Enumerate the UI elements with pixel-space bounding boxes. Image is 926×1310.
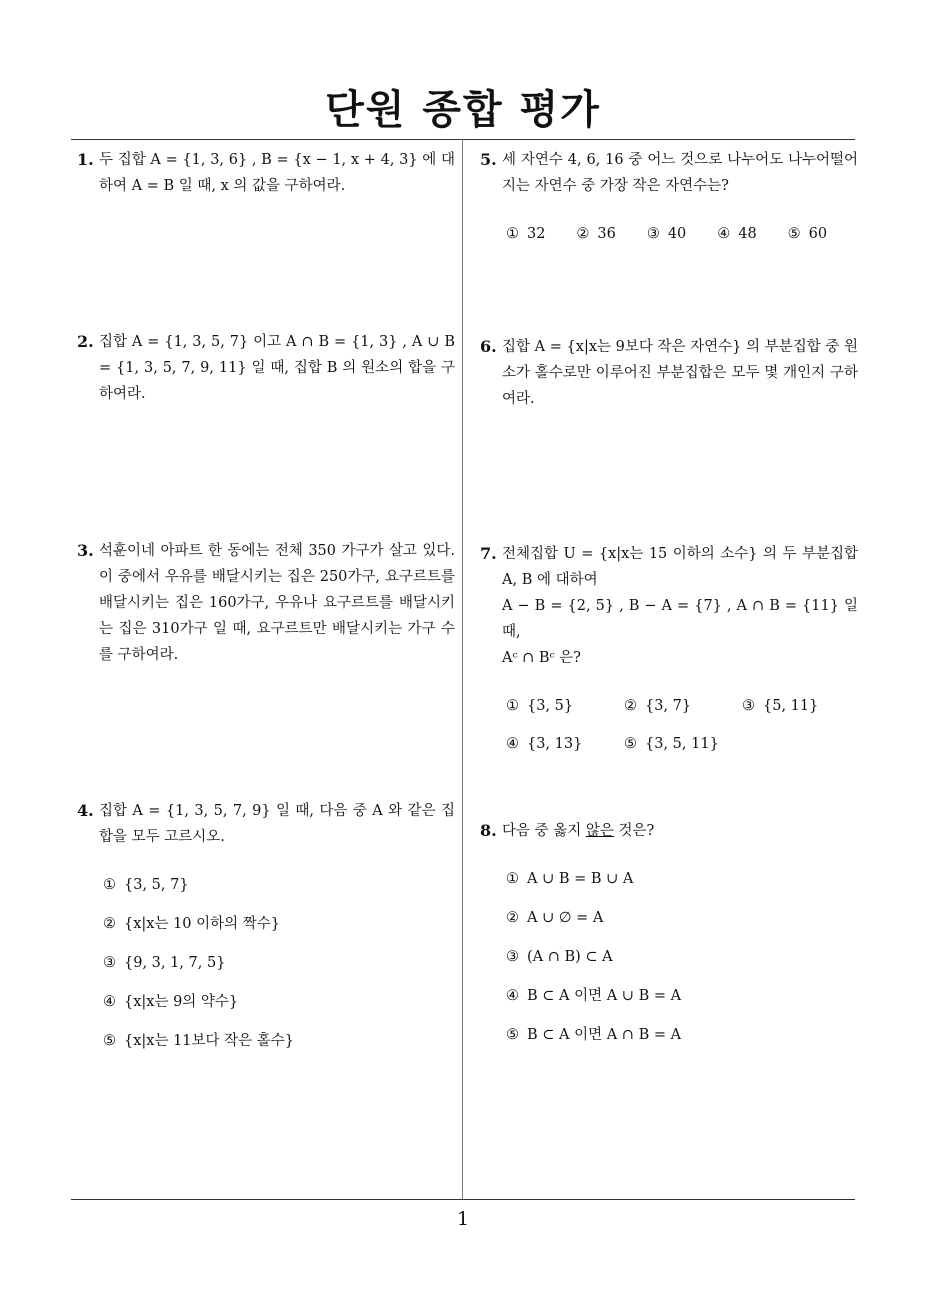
question-number: 3.: [77, 541, 94, 560]
choice-4[interactable]: ④ 48: [717, 226, 757, 242]
question-1: [77, 147, 455, 199]
question-2: [77, 329, 455, 407]
column-divider: [462, 139, 463, 1199]
choice-2[interactable]: ② {x|x는 10 이하의 짝수}: [103, 916, 281, 932]
question-text: 세 자연수 4, 6, 16 중 어느 것으로 나누어도 나누어떨어지는 자연수 중 가장 작은 자연수는?: [502, 152, 858, 194]
choice-2[interactable]: ② 36: [576, 226, 616, 242]
choice-3[interactable]: ③ {5, 11}: [742, 698, 819, 714]
choice-5[interactable]: ⑤ {3, 5, 11}: [624, 736, 719, 752]
question-number: 7.: [480, 544, 497, 563]
question-6: [480, 334, 858, 412]
choice-1[interactable]: ① {3, 5, 7}: [103, 877, 189, 893]
question-text: 석훈이네 아파트 한 동에는 전체 350 가구가 살고 있다. 이 중에서 우유를 배달시키는 집은 250가구, 요구르트를 배달시키는 집은 160가구, 우유나 요구르트를 배달시키는 집은 310가구 일 때, 요구르트만 배달시키는 가구 수를 구하여라.: [99, 543, 455, 663]
top-rule: [71, 139, 855, 140]
choice-list: [506, 221, 858, 247]
choice-list: [506, 693, 858, 757]
choice-4[interactable]: ④ {3, 13}: [506, 736, 583, 752]
choice-1[interactable]: ① 32: [506, 226, 546, 242]
question-number: 1.: [77, 150, 94, 169]
bottom-rule: [71, 1199, 855, 1200]
choice-5[interactable]: ⑤ B ⊂ A 이면 A ∩ B = A: [506, 1027, 682, 1043]
question-8: [480, 818, 858, 1061]
question-ask: Aᶜ ∩ Bᶜ 은?: [502, 650, 581, 666]
choice-3[interactable]: ③ (A ∩ B) ⊂ A: [506, 949, 613, 965]
choice-2[interactable]: ② {3, 7}: [624, 698, 692, 714]
choice-2[interactable]: ② A ∪ ∅ = A: [506, 910, 604, 926]
question-text: 다음 중 옳지 않은 것은?: [502, 823, 655, 839]
question-text: 집합 A = {1, 3, 5, 7, 9} 일 때, 다음 중 A 와 같은 집합을 모두 고르시오.: [99, 803, 455, 845]
question-5: [480, 147, 858, 247]
choice-list: [506, 866, 858, 1061]
question-3: [77, 538, 455, 668]
choice-4[interactable]: ④ B ⊂ A 이면 A ∪ B = A: [506, 988, 682, 1004]
question-number: 4.: [77, 801, 94, 820]
page-title: 단원 종합 평가: [325, 87, 601, 133]
choice-4[interactable]: ④ {x|x는 9의 약수}: [103, 994, 239, 1010]
choice-1[interactable]: ① A ∪ B = B ∪ A: [506, 871, 634, 887]
question-text: 집합 A = {x|x는 9보다 작은 자연수} 의 부분집합 중 원소가 홀수로만 이루어진 부분집합은 모두 몇 개인지 구하여라.: [502, 339, 858, 407]
question-number: 8.: [480, 821, 497, 840]
question-text: 두 집합 A = {1, 3, 6} , B = {x − 1, x + 4, 3} 에 대하여 A = B 일 때, x 의 값을 구하여라.: [99, 152, 455, 194]
question-4: [77, 798, 455, 1067]
question-number: 2.: [77, 332, 94, 351]
page-number: 1: [456, 1208, 470, 1230]
question-7: [480, 541, 858, 757]
choice-5[interactable]: ⑤ {x|x는 11보다 작은 홀수}: [103, 1033, 295, 1049]
underlined-word: 않은: [585, 823, 614, 839]
choice-1[interactable]: ① {3, 5}: [506, 698, 574, 714]
question-number: 6.: [480, 337, 497, 356]
question-text: 집합 A = {1, 3, 5, 7} 이고 A ∩ B = {1, 3} , A ∪ B = {1, 3, 5, 7, 9, 11} 일 때, 집합 B 의 원소의 합을 구하여라.: [99, 334, 455, 402]
question-condition: A − B = {2, 5} , B − A = {7} , A ∩ B = {11} 일 때,: [502, 598, 858, 640]
choice-3[interactable]: ③ 40: [646, 226, 687, 242]
choice-5[interactable]: ⑤ 60: [787, 226, 828, 242]
choice-list: [103, 872, 455, 1067]
question-text: 전체집합 U = {x|x는 15 이하의 소수} 의 두 부분집합 A, B 에 대하여: [502, 546, 858, 588]
question-number: 5.: [480, 150, 497, 169]
choice-3[interactable]: ③ {9, 3, 1, 7, 5}: [103, 955, 226, 971]
